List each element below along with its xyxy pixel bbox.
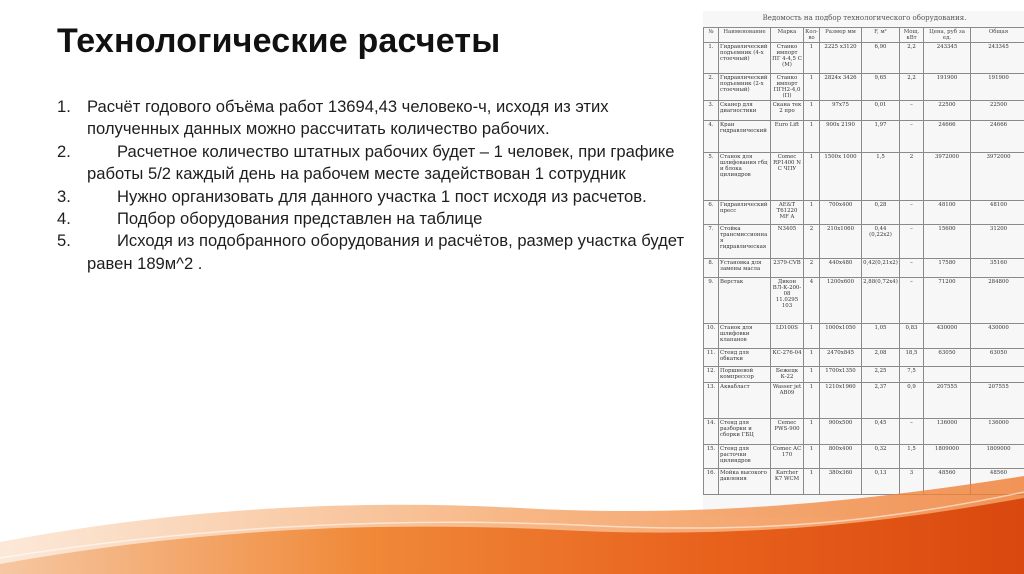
decorative-orange-wave <box>0 446 1024 574</box>
table-row <box>704 349 1024 367</box>
table-cell: 1 <box>804 153 820 201</box>
header-cell: Кол-во <box>805 29 818 41</box>
table-row <box>704 201 1024 225</box>
table-cell: 48560 <box>971 469 1024 495</box>
table-cell: 191900 <box>924 74 971 101</box>
table-cell: Станко импорт ПГН2-4,0 (П) <box>771 74 804 101</box>
table-cell: 97х75 <box>820 101 862 121</box>
table-cell: 243345 <box>971 43 1024 74</box>
header-cell: Цена, руб за ед. <box>924 28 971 43</box>
table-row <box>704 74 1024 101</box>
slide-title: Технологические расчеты <box>57 22 501 60</box>
table-row <box>704 383 1024 419</box>
table-cell: 1 <box>804 74 820 101</box>
table-cell <box>971 367 1024 383</box>
table-cell: 1000х1050 <box>820 324 862 349</box>
header-cell: Мощ. кВт <box>900 28 924 43</box>
table-cell: 1 <box>804 121 820 153</box>
list-text-wrap <box>87 230 697 275</box>
table-cell: – <box>900 121 924 153</box>
table-cell: 1 <box>804 324 820 349</box>
table-cell: Comec RP1400 N C ЧПУ <box>771 153 804 201</box>
table-cell: Стенд для обкатки <box>719 349 771 367</box>
table-cell: 207555 <box>971 383 1024 419</box>
table-cell: 3972000 <box>971 153 1024 201</box>
table-cell: 24666 <box>971 121 1024 153</box>
table-cell: 7,5 <box>900 367 924 383</box>
header-cell: Размер мм <box>820 28 862 43</box>
table-cell: 2,37 <box>862 383 900 419</box>
table-cell: Гидравлический подъемник (2-х стоечный) <box>719 74 771 101</box>
table-header-row <box>704 28 1024 43</box>
table-cell: 1 <box>804 43 820 74</box>
table-cell: 24666 <box>924 121 971 153</box>
table-cell: 700х400 <box>820 201 862 225</box>
table-row <box>704 43 1024 74</box>
table-cell: Верстак <box>719 278 771 324</box>
table-row <box>704 225 1024 259</box>
table-cell: 440х480 <box>820 259 862 278</box>
header-cell: F, м² <box>862 28 900 43</box>
table-cell: 1 <box>804 383 820 419</box>
table-cell: 2 <box>804 225 820 259</box>
table-row <box>704 324 1024 349</box>
table-cell: 1,5 <box>900 445 924 469</box>
list-text: Расчетное количество штатных рабочих будет – 1 человек, при графике работы 5/2 каждый день на рабочем месте задействован 1 сотрудник <box>87 141 675 184</box>
table-row <box>704 259 1024 278</box>
table-cell: Стенд для разборки и сборки ГБЦ <box>719 419 771 445</box>
table-cell: 0,01 <box>862 101 900 121</box>
table-cell: 1 <box>804 419 820 445</box>
table-cell: Станко импорт ПГ 4-4,5 С (М) <box>771 43 804 74</box>
list-number: 4. <box>57 209 71 229</box>
table-row <box>704 278 1024 324</box>
list-item <box>57 230 697 275</box>
table-cell: LD100S <box>771 324 804 349</box>
table-cell: Стенд для расточки цилиндров <box>719 445 771 469</box>
table-cell: 0,9 <box>900 383 924 419</box>
table-cell: Бежецк К-22 <box>771 367 804 383</box>
list-text: Расчёт годового объёма работ 13694,43 человеко-ч, исходя из этих полученных данных можно рассчитать количество рабочих. <box>87 97 609 139</box>
table-cell: 2,08 <box>862 349 900 367</box>
list-text: Подбор оборудования представлен на таблице <box>117 209 483 229</box>
table-cell: 3972000 <box>924 153 971 201</box>
table-cell: 210х1060 <box>820 225 862 259</box>
table-cell: 1 <box>804 469 820 495</box>
table-cell: Гидравлический пресс <box>719 201 771 225</box>
table-cell: 800х400 <box>820 445 862 469</box>
table-cell: 22500 <box>971 101 1024 121</box>
table-cell: 7. <box>704 225 719 259</box>
table-cell: 0,32 <box>862 445 900 469</box>
table-cell: 191900 <box>971 74 1024 101</box>
table-cell: 63050 <box>971 349 1024 367</box>
table-cell: 0,42(0,21х2) <box>862 259 900 278</box>
table-cell: – <box>900 101 924 121</box>
table-cell: 4 <box>804 278 820 324</box>
table-cell: – <box>900 225 924 259</box>
table-cell: 207555 <box>924 383 971 419</box>
table-cell: 9. <box>704 278 719 324</box>
table-cell: 22500 <box>924 101 971 121</box>
table-cell: Comec AC 170 <box>771 445 804 469</box>
table-cell: Дикон ВЛ-К-200-08 11.0295 103 <box>771 278 804 324</box>
header-cell: Общая <box>971 28 1024 43</box>
table-cell: 2379-CVB <box>771 259 804 278</box>
table-cell: Станок для шлифовки клапанов <box>719 324 771 349</box>
header-cell: № <box>704 28 719 43</box>
table-cell: 14. <box>704 419 719 445</box>
table-cell: 0,28 <box>862 201 900 225</box>
table-cell: 1 <box>804 367 820 383</box>
table-cell: 1210х1960 <box>820 383 862 419</box>
list-text-wrap <box>87 186 697 208</box>
list-number: 1. <box>57 97 71 116</box>
table-cell: N3405 <box>771 225 804 259</box>
table-cell: 1,5 <box>862 153 900 201</box>
table-row <box>704 101 1024 121</box>
table-cell: Кран гидравлический <box>719 121 771 153</box>
table-cell: 2,2 <box>900 43 924 74</box>
table-cell: Станок для шлифования гбц и блока цилиндров <box>719 153 771 201</box>
table-cell: Мойка высокого давления <box>719 469 771 495</box>
table-cell: 0,13 <box>862 469 900 495</box>
table-cell: 1 <box>804 445 820 469</box>
table-cell: 2 <box>804 259 820 278</box>
list-text-wrap <box>87 141 697 186</box>
list-item <box>57 186 697 208</box>
table-row <box>704 121 1024 153</box>
table-cell: 1809000 <box>924 445 971 469</box>
table-cell: Сканер для диагностики <box>719 101 771 121</box>
table-cell: Стойка трансмиссионная гидравлическая <box>719 225 771 259</box>
table-cell: 1,97 <box>862 121 900 153</box>
table-cell: 1,05 <box>862 324 900 349</box>
table-cell: 2. <box>704 74 719 101</box>
table-cell: 2,88(0,72х4) <box>862 278 900 324</box>
table-row <box>704 367 1024 383</box>
table-cell: 430000 <box>924 324 971 349</box>
table-cell: 0,44 (0,22х2) <box>862 225 900 259</box>
table-cell: 1700х1350 <box>820 367 862 383</box>
equipment-table-body <box>704 43 1024 495</box>
header-cell: Наименование <box>719 28 771 43</box>
table-cell: 5. <box>704 153 719 201</box>
table-cell: 2470х845 <box>820 349 862 367</box>
table-cell: Euro Lift <box>771 121 804 153</box>
table-cell: 1 <box>804 101 820 121</box>
list-number: 3. <box>57 186 71 206</box>
table-cell: 71200 <box>924 278 971 324</box>
table-cell: Cemec PWS-900 <box>771 419 804 445</box>
table-row <box>704 419 1024 445</box>
table-cell: 136000 <box>924 419 971 445</box>
equipment-table <box>703 27 1024 495</box>
table-cell: 2 <box>900 153 924 201</box>
table-cell: 48100 <box>971 201 1024 225</box>
table-cell: 10. <box>704 324 719 349</box>
table-cell: 4. <box>704 121 719 153</box>
table-cell: 63050 <box>924 349 971 367</box>
list-item <box>57 208 697 230</box>
table-cell: 6,90 <box>862 43 900 74</box>
header-cell: Марка <box>771 28 804 43</box>
table-cell: 1 <box>804 201 820 225</box>
table-cell: 16. <box>704 469 719 495</box>
table-cell: 17580 <box>924 259 971 278</box>
list-text: Исходя из подобранного оборудования и расчётов, размер участка будет равен 189м^2 . <box>87 231 685 273</box>
table-cell: 12. <box>704 367 719 383</box>
table-cell: 48100 <box>924 201 971 225</box>
table-cell: 1 <box>804 349 820 367</box>
table-cell: 243345 <box>924 43 971 74</box>
table-cell: 3. <box>704 101 719 121</box>
table-row <box>704 153 1024 201</box>
list-item <box>57 96 697 141</box>
table-cell: Karcher K7 WCM <box>771 469 804 495</box>
list-item <box>57 141 697 186</box>
table-cell: 2225 х3120 <box>820 43 862 74</box>
equipment-table-scan <box>703 11 1024 517</box>
list-text: Нужно организовать для данного участка 1 пост исходя из расчетов. <box>117 186 647 206</box>
table-cell: 8. <box>704 259 719 278</box>
table-cell: Wasser jet AB09 <box>771 383 804 419</box>
table-cell: 2824х 3426 <box>820 74 862 101</box>
table-cell <box>924 367 971 383</box>
table-cell: – <box>900 259 924 278</box>
table-cell: Поршневой компрессор <box>719 367 771 383</box>
table-cell: Установка для замены масла <box>719 259 771 278</box>
table-cell: 2,25 <box>862 367 900 383</box>
table-cell: AE&T T61220 MF A <box>771 201 804 225</box>
table-cell: 15. <box>704 445 719 469</box>
table-cell: 9,65 <box>862 74 900 101</box>
calculation-list <box>57 96 697 275</box>
table-cell: 1500х 1000 <box>820 153 862 201</box>
table-cell: 35160 <box>971 259 1024 278</box>
equipment-table-title: Ведомость на подбор технологического оборудования. <box>762 14 967 22</box>
table-cell: 1809000 <box>971 445 1024 469</box>
table-cell: Гидравлический подъемник (4-х стоечный) <box>719 43 771 74</box>
table-cell: – <box>900 278 924 324</box>
list-number: 2. <box>57 141 71 161</box>
table-cell: 0,45 <box>862 419 900 445</box>
list-text-wrap <box>87 208 697 230</box>
table-cell: 2,2 <box>900 74 924 101</box>
table-cell: 900х 2190 <box>820 121 862 153</box>
table-cell: 31200 <box>971 225 1024 259</box>
table-cell: 6. <box>704 201 719 225</box>
table-cell: 13. <box>704 383 719 419</box>
table-cell: 18,5 <box>900 349 924 367</box>
table-cell: – <box>900 419 924 445</box>
table-cell: Аквабласт <box>719 383 771 419</box>
table-cell: 900х500 <box>820 419 862 445</box>
table-cell: 11. <box>704 349 719 367</box>
table-cell: 380х360 <box>820 469 862 495</box>
table-cell: – <box>900 201 924 225</box>
table-cell: 284800 <box>971 278 1024 324</box>
table-cell: 1. <box>704 43 719 74</box>
table-cell: 1200х600 <box>820 278 862 324</box>
list-number: 5. <box>57 231 71 251</box>
table-cell: Скана тек 2 про <box>771 101 804 121</box>
table-cell: 430000 <box>971 324 1024 349</box>
table-cell: КС-276-04 <box>771 349 804 367</box>
table-cell: 48560 <box>924 469 971 495</box>
table-cell: 136000 <box>971 419 1024 445</box>
table-cell: 3 <box>900 469 924 495</box>
table-cell: 15600 <box>924 225 971 259</box>
table-cell: 0,83 <box>900 324 924 349</box>
